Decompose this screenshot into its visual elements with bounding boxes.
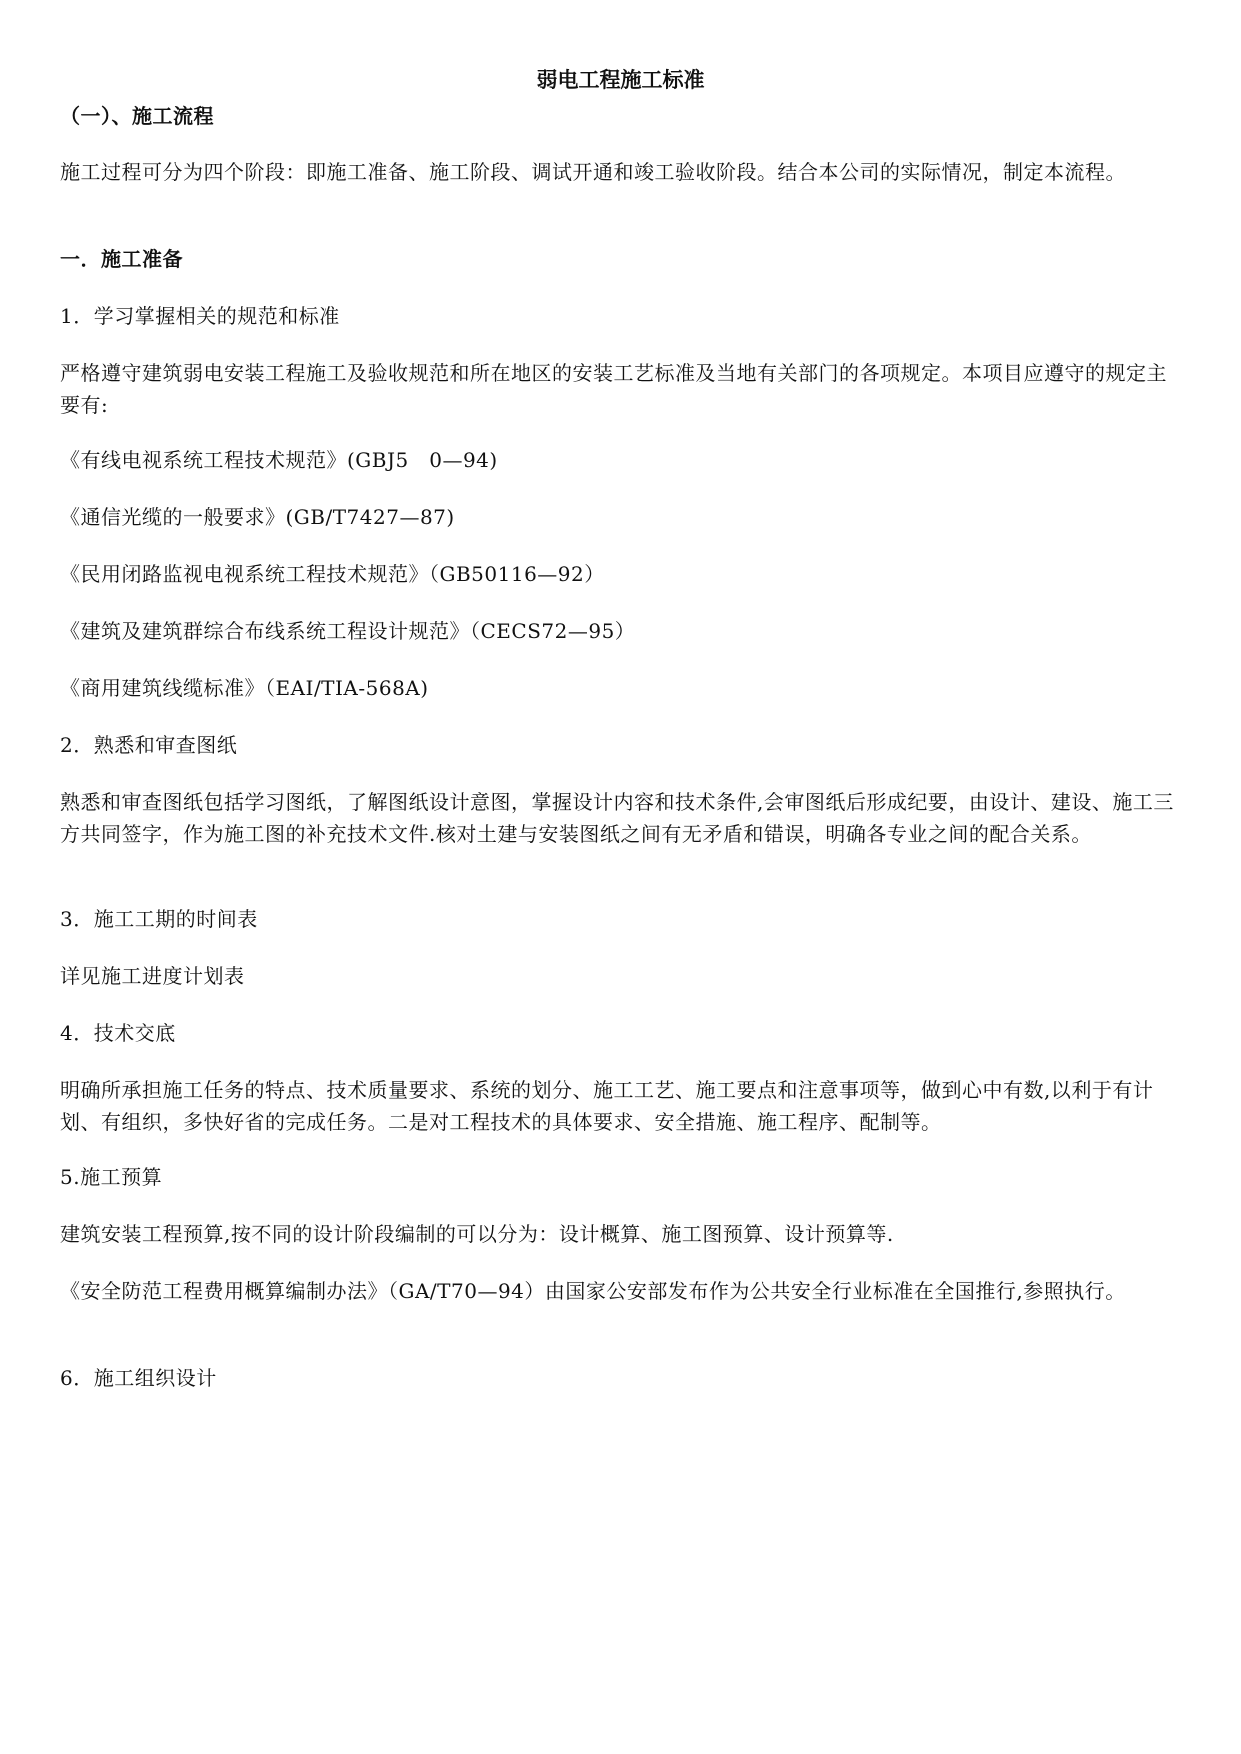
item5-paragraph: 建筑安装工程预算,按不同的设计阶段编制的可以分为：设计概算、施工图预算、设计预算等. <box>60 1222 894 1246</box>
item1-heading: 1．学习掌握相关的规范和标准 <box>60 304 340 328</box>
item2-heading: 2．熟悉和审查图纸 <box>60 733 238 757</box>
item2-paragraph: 熟悉和审查图纸包括学习图纸，了解图纸设计意图，掌握设计内容和技术条件,会审图纸后形成纪要，由设计、建设、施工三方共同签字，作为施工图的补充技术文件.核对土建与安装图纸之间有无矛盾和错误，明确各专业之间的配合关系。 <box>60 790 1174 846</box>
standard-item: 《民用闭路监视电视系统工程技术规范》（GB50116—92） <box>60 562 605 586</box>
standard-item: 《建筑及建筑群综合布线系统工程设计规范》（CECS72—95） <box>60 619 636 643</box>
intro-paragraph: 施工过程可分为四个阶段：即施工准备、施工阶段、调试开通和竣工验收阶段。结合本公司的实际情况，制定本流程。 <box>60 160 1126 184</box>
standard-item: 《通信光缆的一般要求》(GB/T7427—87) <box>60 505 455 529</box>
part1-heading: 一．施工准备 <box>60 247 183 271</box>
item1-paragraph: 严格遵守建筑弱电安装工程施工及验收规范和所在地区的安装工艺标准及当地有关部门的各项规定。本项目应遵守的规定主要有: <box>60 361 1167 417</box>
item6-heading: 6．施工组织设计 <box>60 1366 217 1390</box>
item4-paragraph: 明确所承担施工任务的特点、技术质量要求、系统的划分、施工工艺、施工要点和注意事项等，做到心中有数,以利于有计划、有组织，多快好省的完成任务。二是对工程技术的具体要求、安全措施、施工程序、配制等。 <box>60 1078 1154 1134</box>
item4-heading: 4．技术交底 <box>60 1021 176 1045</box>
standard-item: 《商用建筑线缆标准》（EAI/TIA-568A) <box>60 676 429 700</box>
item3-heading: 3．施工工期的时间表 <box>60 907 258 931</box>
item5-paragraph-2: 《安全防范工程费用概算编制办法》（GA/T70—94）由国家公安部发布作为公共安全行业标准在全国推行,参照执行。 <box>60 1279 1126 1303</box>
item5-heading: 5.施工预算 <box>60 1165 163 1189</box>
section-heading: （一）、施工流程 <box>60 104 214 128</box>
item3-paragraph: 详见施工进度计划表 <box>60 964 245 988</box>
document-title: 弱电工程施工标准 <box>536 68 705 92</box>
standard-item: 《有线电视系统工程技术规范》(GBJ5 0—94) <box>60 448 498 472</box>
